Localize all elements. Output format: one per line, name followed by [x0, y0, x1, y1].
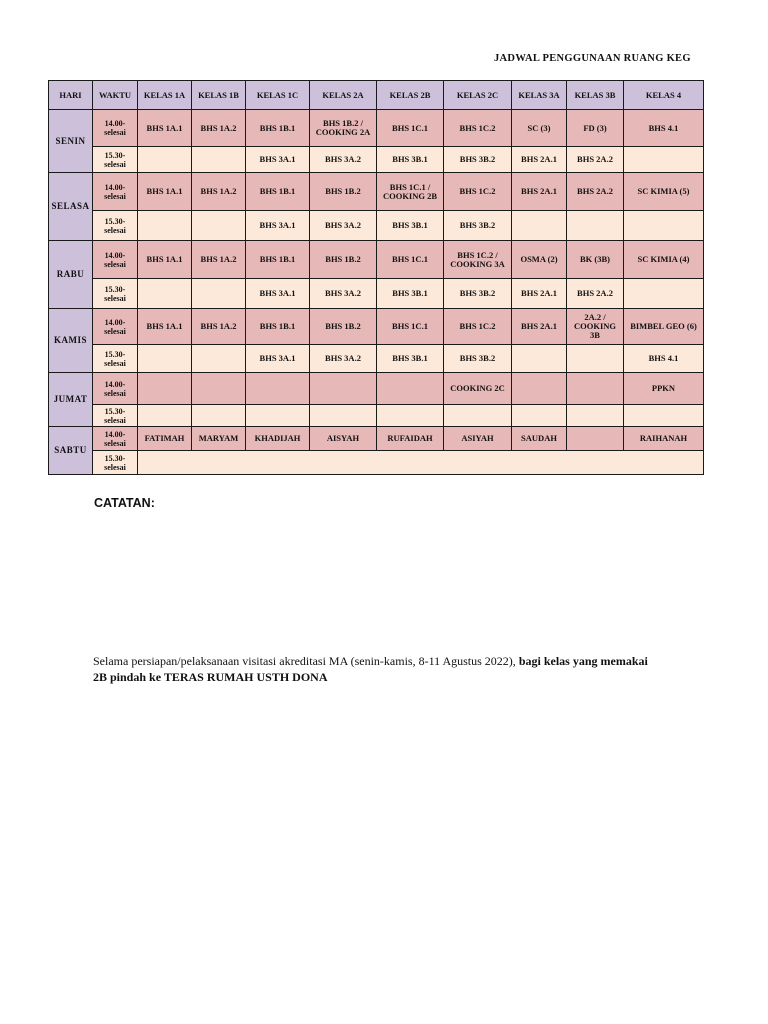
schedule-cell: BHS 3B.1 — [377, 147, 444, 173]
schedule-cell — [138, 345, 192, 373]
schedule-cell — [377, 405, 444, 427]
schedule-cell: BHS 1B.2 / COOKING 2A — [310, 110, 377, 147]
schedule-cell — [246, 373, 310, 405]
header-cell: KELAS 2B — [377, 81, 444, 110]
schedule-cell: BHS 3B.2 — [444, 345, 512, 373]
schedule-cell — [567, 405, 624, 427]
schedule-cell — [138, 451, 704, 475]
schedule-cell: MARYAM — [192, 427, 246, 451]
time-cell: 14.00-selesai — [93, 309, 138, 345]
schedule-row — [49, 211, 704, 241]
schedule-cell — [512, 405, 567, 427]
time-cell: 15.30-selesai — [93, 405, 138, 427]
schedule-row — [49, 345, 704, 373]
schedule-cell: BHS 1B.1 — [246, 173, 310, 211]
schedule-cell: BHS 3A.1 — [246, 211, 310, 241]
schedule-cell: FATIMAH — [138, 427, 192, 451]
schedule-cell: BHS 1B.1 — [246, 110, 310, 147]
schedule-cell: SAUDAH — [512, 427, 567, 451]
schedule-cell: SC KIMIA (5) — [624, 173, 704, 211]
catatan-label: CATATAN: — [94, 496, 155, 510]
schedule-title: JADWAL PENGGUNAAN RUANG KEG — [494, 53, 691, 64]
schedule-cell: BHS 2A.1 — [512, 279, 567, 309]
time-cell: 15.30-selesai — [93, 345, 138, 373]
schedule-cell — [567, 345, 624, 373]
schedule-cell: BHS 4.1 — [624, 345, 704, 373]
schedule-cell: BHS 1B.1 — [246, 309, 310, 345]
header-cell: KELAS 2C — [444, 81, 512, 110]
schedule-cell: BK (3B) — [567, 241, 624, 279]
schedule-cell: BHS 3B.2 — [444, 211, 512, 241]
schedule-row — [49, 241, 704, 279]
schedule-cell — [138, 279, 192, 309]
schedule-cell: BHS 1A.2 — [192, 173, 246, 211]
schedule-cell — [624, 279, 704, 309]
schedule-cell: BHS 4.1 — [624, 110, 704, 147]
schedule-cell: BHS 3A.2 — [310, 279, 377, 309]
header-cell: KELAS 1C — [246, 81, 310, 110]
schedule-cell: BHS 1C.1 — [377, 110, 444, 147]
schedule-cell: OSMA (2) — [512, 241, 567, 279]
schedule-cell — [567, 373, 624, 405]
schedule-cell — [624, 405, 704, 427]
schedule-row — [49, 373, 704, 405]
schedule-cell: BHS 1C.2 — [444, 309, 512, 345]
day-cell: RABU — [49, 241, 93, 309]
schedule-cell: BHS 1C.2 / COOKING 3A — [444, 241, 512, 279]
schedule-row — [49, 147, 704, 173]
schedule-cell: RAIHANAH — [624, 427, 704, 451]
time-cell: 14.00-selesai — [93, 373, 138, 405]
time-cell: 14.00-selesai — [93, 241, 138, 279]
header-cell: KELAS 3B — [567, 81, 624, 110]
schedule-cell: BHS 1A.2 — [192, 241, 246, 279]
schedule-cell: BHS 1C.1 / COOKING 2B — [377, 173, 444, 211]
schedule-cell: BHS 1A.2 — [192, 110, 246, 147]
header-row — [49, 81, 704, 110]
header-cell: KELAS 3A — [512, 81, 567, 110]
schedule-cell — [512, 211, 567, 241]
schedule-cell — [192, 147, 246, 173]
day-cell: JUMAT — [49, 373, 93, 427]
time-cell: 14.00-selesai — [93, 427, 138, 451]
schedule-cell: BHS 3A.1 — [246, 279, 310, 309]
schedule-cell: SC KIMIA (4) — [624, 241, 704, 279]
schedule-cell — [138, 405, 192, 427]
schedule-cell — [192, 279, 246, 309]
header-cell: WAKTU — [93, 81, 138, 110]
schedule-cell: BHS 2A.2 — [567, 279, 624, 309]
schedule-cell: BHS 1A.1 — [138, 110, 192, 147]
schedule-cell: BHS 1B.2 — [310, 241, 377, 279]
schedule-cell: BHS 1A.1 — [138, 241, 192, 279]
note-line-2-text: 2B pindah ke TERAS RUMAH USTH DONA — [93, 670, 328, 684]
time-cell: 15.30-selesai — [93, 211, 138, 241]
schedule-cell: AISYAH — [310, 427, 377, 451]
schedule-cell: 2A.2 / COOKING 3B — [567, 309, 624, 345]
note-line-1 — [93, 653, 690, 669]
schedule-cell: FD (3) — [567, 110, 624, 147]
schedule-cell: BHS 3B.2 — [444, 147, 512, 173]
schedule-cell — [512, 373, 567, 405]
schedule-cell — [138, 211, 192, 241]
schedule-row — [49, 405, 704, 427]
schedule-cell: BHS 3B.1 — [377, 279, 444, 309]
schedule-cell: BHS 1A.1 — [138, 309, 192, 345]
header-cell: HARI — [49, 81, 93, 110]
schedule-cell: BHS 1B.2 — [310, 173, 377, 211]
schedule-cell: BHS 2A.1 — [512, 173, 567, 211]
schedule-cell — [138, 373, 192, 405]
schedule-cell — [192, 211, 246, 241]
schedule-cell: RUFAIDAH — [377, 427, 444, 451]
schedule-cell: BHS 3B.1 — [377, 211, 444, 241]
schedule-row — [49, 451, 704, 475]
schedule-cell: BHS 1A.1 — [138, 173, 192, 211]
day-cell: SENIN — [49, 110, 93, 173]
note-text: Selama persiapan/pelaksanaan visitasi akreditasi MA (senin-kamis, 8-11 Agustus 2022), — [93, 654, 519, 668]
schedule-cell: BHS 2A.2 — [567, 173, 624, 211]
schedule-cell: BHS 2A.1 — [512, 147, 567, 173]
schedule-cell — [192, 345, 246, 373]
schedule-cell — [192, 373, 246, 405]
note-line-2 — [93, 669, 690, 685]
schedule-cell: BHS 3A.2 — [310, 211, 377, 241]
schedule-cell: BHS 1C.1 — [377, 241, 444, 279]
schedule-cell: SC (3) — [512, 110, 567, 147]
schedule-cell: BHS 2A.2 — [567, 147, 624, 173]
schedule-cell: BHS 3B.1 — [377, 345, 444, 373]
time-cell: 14.00-selesai — [93, 110, 138, 147]
schedule-cell — [377, 373, 444, 405]
schedule-cell — [512, 345, 567, 373]
schedule-cell — [192, 405, 246, 427]
schedule-cell — [624, 211, 704, 241]
note-bold-text: bagi kelas yang memakai — [518, 654, 648, 668]
time-cell: 14.00-selesai — [93, 173, 138, 211]
schedule-row — [49, 427, 704, 451]
schedule-cell: BHS 3A.2 — [310, 147, 377, 173]
schedule-cell — [567, 211, 624, 241]
schedule-cell — [310, 405, 377, 427]
schedule-cell: BHS 3B.2 — [444, 279, 512, 309]
header-cell: KELAS 4 — [624, 81, 704, 110]
time-cell: 15.30-selesai — [93, 147, 138, 173]
schedule-cell: BHS 1B.2 — [310, 309, 377, 345]
schedule-cell — [444, 405, 512, 427]
note-paragraph — [93, 653, 690, 685]
time-cell: 15.30-selesai — [93, 279, 138, 309]
day-cell: SABTU — [49, 427, 93, 475]
schedule-row — [49, 279, 704, 309]
schedule-cell: PPKN — [624, 373, 704, 405]
schedule-table — [48, 80, 704, 475]
schedule-cell: BHS 1A.2 — [192, 309, 246, 345]
schedule-cell: ASIYAH — [444, 427, 512, 451]
schedule-table-container — [48, 80, 697, 482]
day-cell: SELASA — [49, 173, 93, 241]
schedule-cell — [567, 427, 624, 451]
schedule-cell: BHS 1C.2 — [444, 110, 512, 147]
schedule-cell: COOKING 2C — [444, 373, 512, 405]
header-cell: KELAS 1B — [192, 81, 246, 110]
schedule-cell — [624, 147, 704, 173]
schedule-cell: BHS 1C.1 — [377, 309, 444, 345]
day-cell: KAMIS — [49, 309, 93, 373]
schedule-cell — [246, 405, 310, 427]
schedule-cell: BHS 3A.1 — [246, 345, 310, 373]
schedule-cell: KHADIJAH — [246, 427, 310, 451]
schedule-cell — [310, 373, 377, 405]
schedule-cell: BHS 1C.2 — [444, 173, 512, 211]
schedule-cell — [138, 147, 192, 173]
schedule-cell: BIMBEL GEO (6) — [624, 309, 704, 345]
schedule-row — [49, 309, 704, 345]
header-cell: KELAS 2A — [310, 81, 377, 110]
schedule-cell: BHS 3A.1 — [246, 147, 310, 173]
schedule-cell: BHS 2A.1 — [512, 309, 567, 345]
schedule-row — [49, 173, 704, 211]
time-cell: 15.30-selesai — [93, 451, 138, 475]
schedule-row — [49, 110, 704, 147]
header-cell: KELAS 1A — [138, 81, 192, 110]
schedule-cell: BHS 1B.1 — [246, 241, 310, 279]
schedule-cell: BHS 3A.2 — [310, 345, 377, 373]
